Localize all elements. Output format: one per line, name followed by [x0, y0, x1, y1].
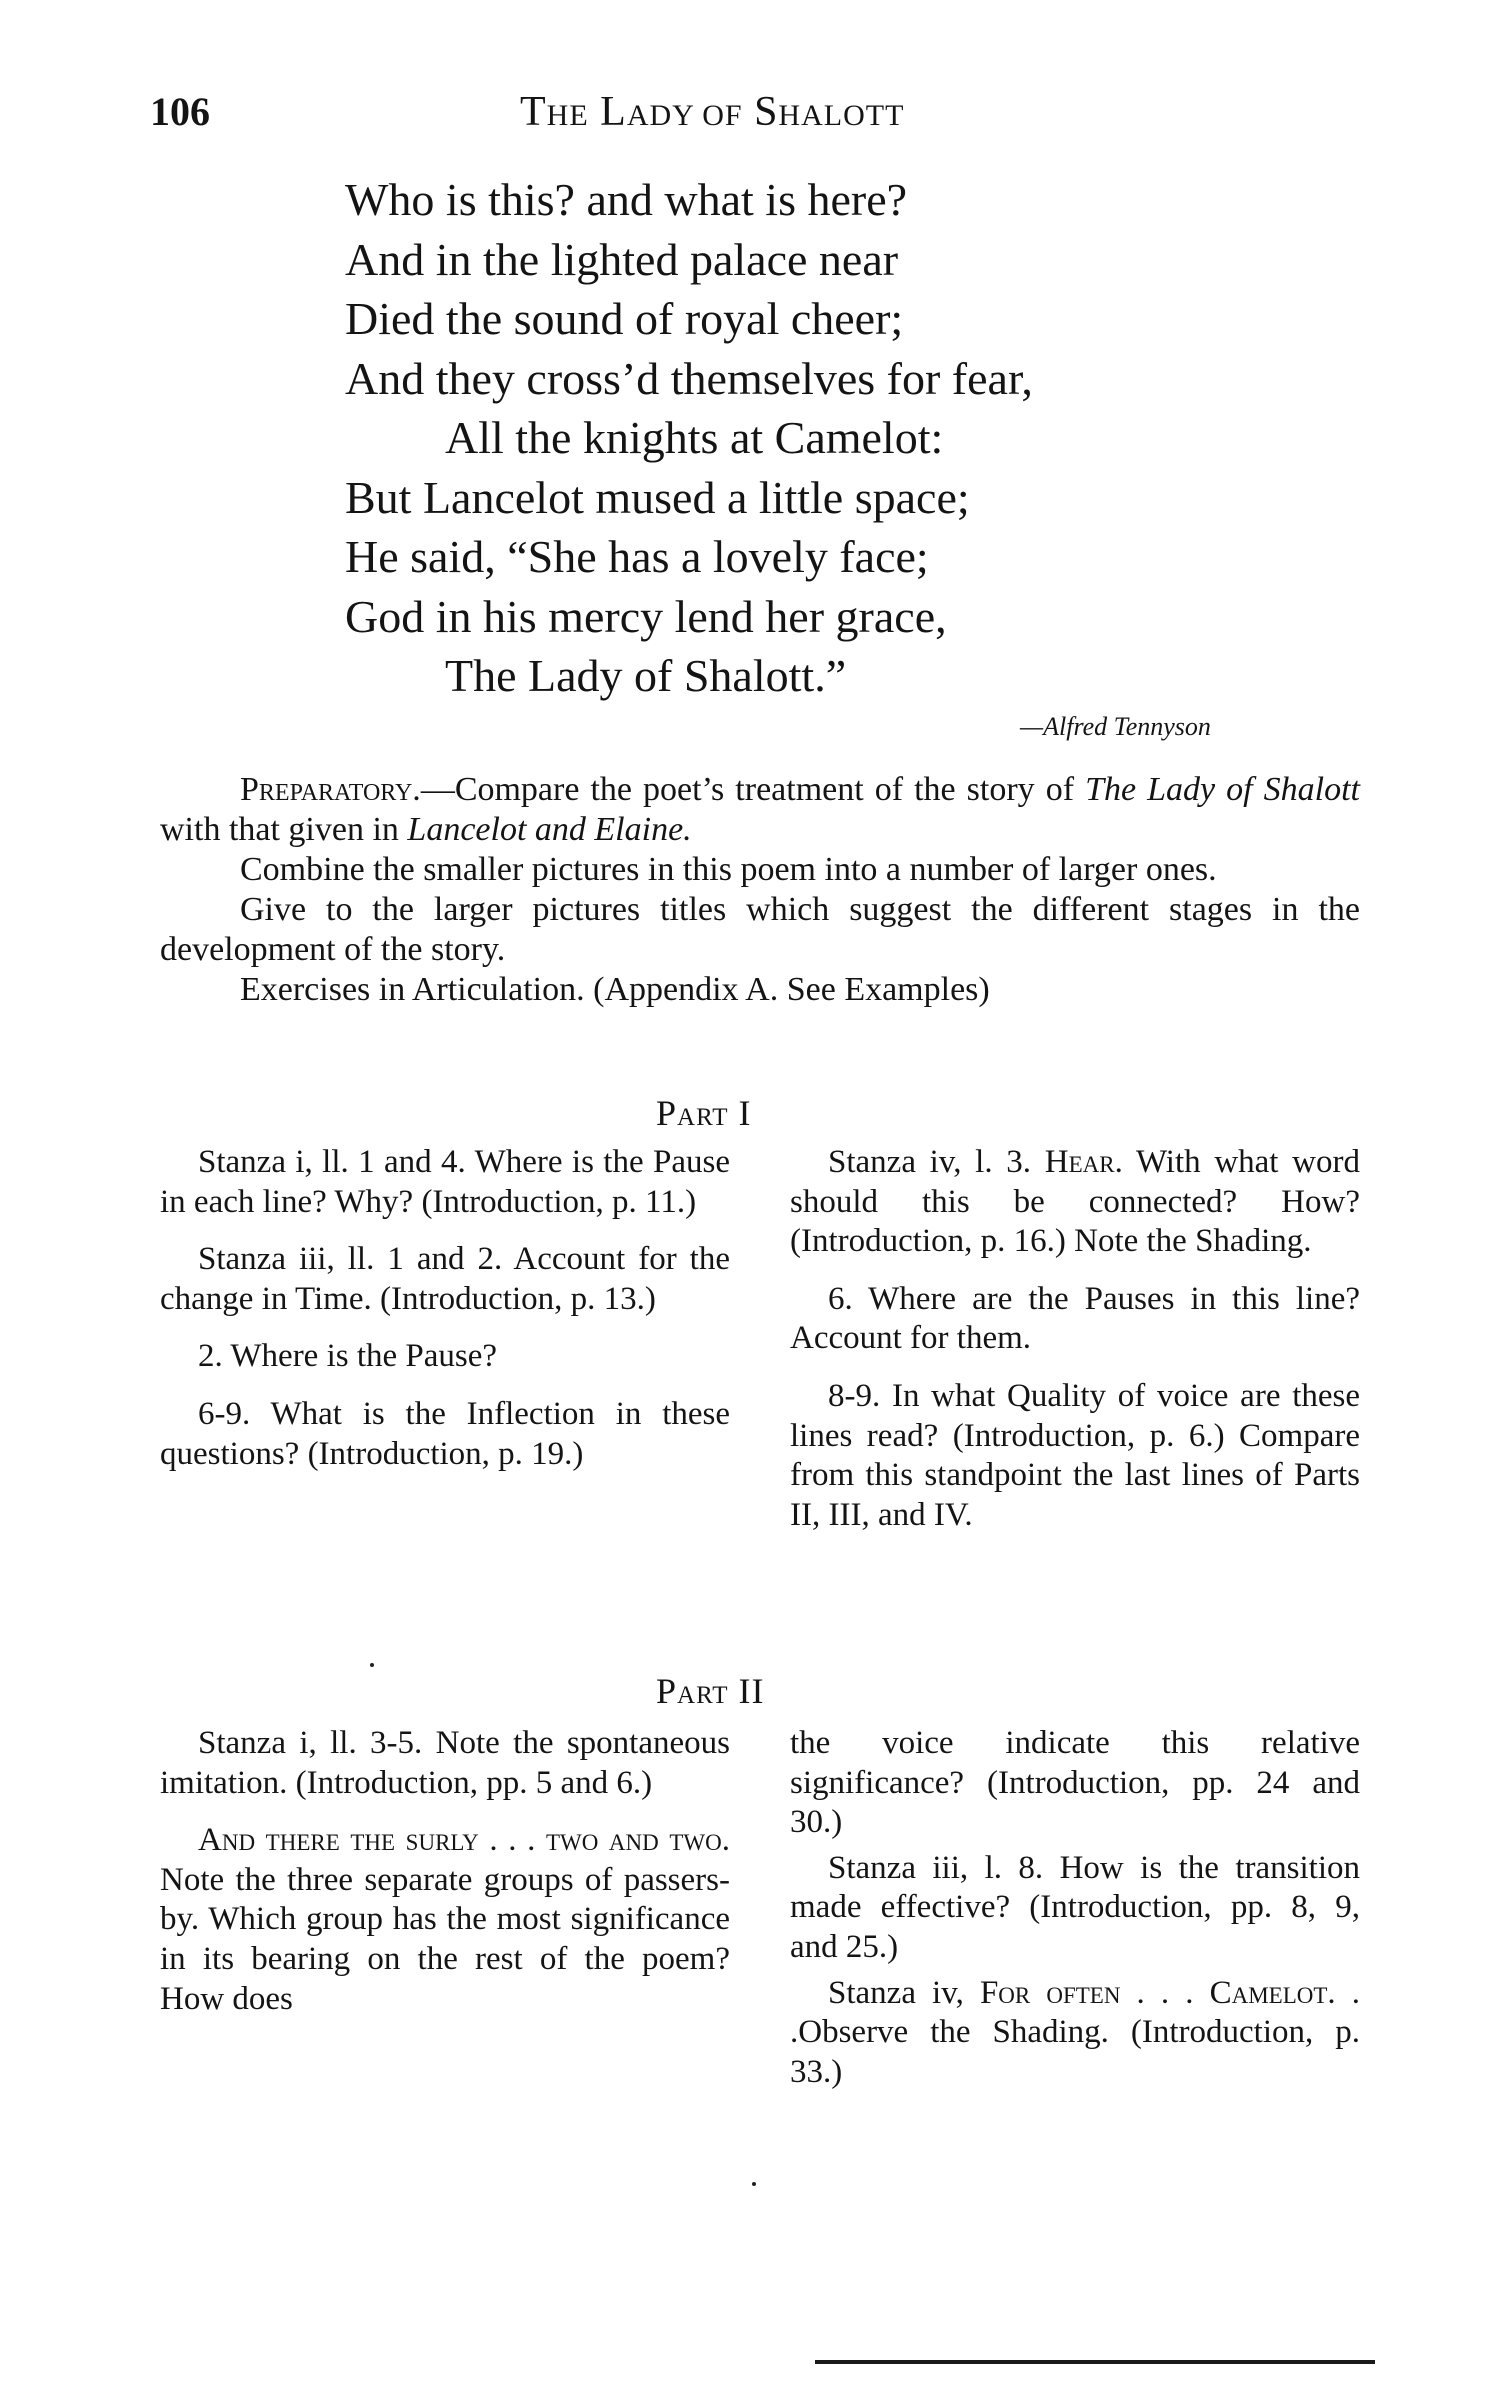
preparatory-paragraph: Combine the smaller pictures in this poem into a number of larger ones.	[240, 851, 1217, 888]
preparatory-section	[160, 770, 1360, 1010]
footer-rule	[815, 2360, 1375, 2364]
preparatory-paragraph: Preparatory.—Compare the poet’s treatment of the story of The Lady of Shalott with that given in Lancelot and Elaine.	[160, 771, 1360, 848]
exercise-paragraph: And there the surly . . . two and two. Note the three separate groups of passers-by. Which group has the most significance in its bearing on the rest of the poem? How does	[160, 1822, 730, 2017]
preparatory-paragraph: Give to the larger pictures titles which suggest the different stages in the development of the story.	[160, 891, 1360, 968]
exercise-paragraph: 6-9. What is the Inflection in these questions? (Introduction, p. 19.)	[160, 1395, 730, 1472]
exercise-paragraph: Stanza i, ll. 1 and 4. Where is the Pause in each line? Why? (Introduction, p. 11.)	[160, 1144, 730, 1220]
poem-line: And they cross’d themselves for fear,	[345, 352, 1033, 404]
part2-right-column	[790, 1724, 1360, 2098]
part1-right-column	[790, 1143, 1360, 1553]
page-number: 106	[150, 89, 210, 134]
part1-left-column	[160, 1143, 730, 1492]
preparatory-paragraph: Exercises in Articulation. (Appendix A. See Examples)	[240, 971, 990, 1008]
print-speck	[370, 1663, 374, 1667]
poem-line: God in his mercy lend her grace,	[345, 590, 947, 642]
running-title: THE LADY OF SHALOTT	[520, 89, 905, 135]
poem-line: All the knights at Camelot:	[445, 412, 944, 463]
part2-left-column	[160, 1724, 730, 2037]
exercise-paragraph: Stanza i, ll. 3-5. Note the spontaneous imitation. (Introduction, pp. 5 and 6.)	[160, 1725, 730, 1801]
part-heading: Part II	[656, 1671, 765, 1711]
poem-line: But Lancelot mused a little space;	[345, 471, 970, 523]
exercise-paragraph: Stanza iii, ll. 1 and 2. Account for the change in Time. (Introduction, p. 13.)	[160, 1241, 730, 1317]
exercise-paragraph: 6. Where are the Pauses in this line? Account for them.	[790, 1280, 1360, 1357]
part-heading: Part I	[656, 1093, 752, 1133]
poem-line: And in the lighted palace near	[345, 233, 899, 285]
print-speck	[752, 2182, 756, 2186]
exercise-paragraph: Stanza iv, For often . . . Camelot. . .Observe the Shading. (Introduction, p. 33.)	[790, 1974, 1360, 2090]
poem-line: Who is this? and what is here?	[345, 174, 908, 225]
exercise-paragraph: 8-9. In what Quality of voice are these lines read? (Introduction, p. 6.) Compare from this standpoint the last lines of Parts II, III, and IV.	[790, 1377, 1360, 1533]
exercise-paragraph: the voice indicate this relative significance? (Introduction, pp. 24 and 30.)	[790, 1725, 1360, 1841]
poem-attribution: —Alfred Tennyson	[1020, 712, 1211, 741]
exercise-paragraph: Stanza iv, l. 3. Hear. With what word should this be connected? How? (Introduction, p. 16.) Note the Shading.	[790, 1144, 1361, 1260]
exercise-paragraph: 2. Where is the Pause?	[198, 1338, 498, 1375]
poem-stanza	[345, 170, 1033, 706]
poem-line: The Lady of Shalott.”	[445, 650, 847, 701]
poem-line: He said, “She has a lovely face;	[345, 531, 929, 582]
poem-line: Died the sound of royal cheer;	[345, 293, 904, 344]
exercise-paragraph: Stanza iii, l. 8. How is the transition made effective? (Introduction, pp. 8, 9, and 25.)	[790, 1849, 1360, 1965]
